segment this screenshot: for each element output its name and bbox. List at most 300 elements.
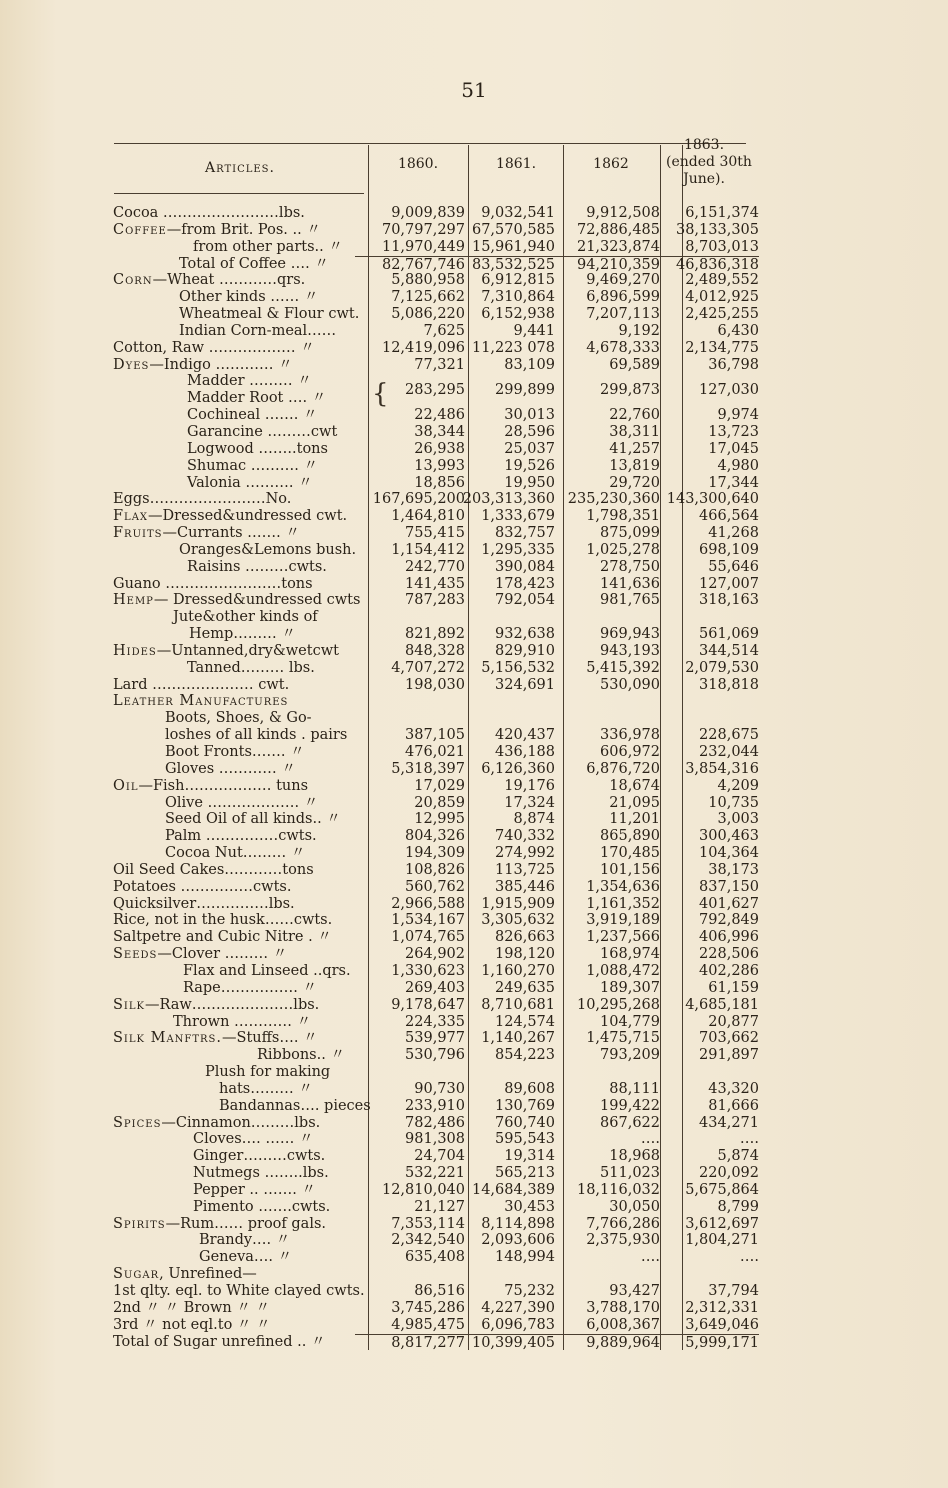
cell-1863: 10,735 [708, 794, 759, 811]
cell-1863: 220,092 [699, 1165, 759, 1182]
row-label [199, 1249, 292, 1266]
table-row [0, 626, 948, 643]
cell-1861: 6,096,783 [481, 1316, 555, 1333]
row-label-text: —Indigo ………… 〃 [149, 356, 293, 373]
row-label [189, 626, 296, 643]
header-articles: Articles. [205, 160, 275, 176]
cell-1860: 4,707,272 [391, 659, 465, 676]
row-label-text: 3rd 〃 not eql.to 〃 〃 [113, 1316, 271, 1333]
cell-1860: 9,009,839 [391, 205, 465, 221]
cell-1862: 511,023 [600, 1165, 660, 1182]
cell-1862: 11,201 [609, 811, 660, 828]
cell-1862: 9,912,508 [586, 205, 660, 221]
cell-1861: 124,574 [495, 1013, 555, 1030]
cell-1861: 5,156,532 [481, 659, 555, 676]
row-label [113, 778, 308, 795]
cell-1860: 82,767,746 [355, 256, 465, 274]
page-number: 51 [461, 78, 487, 102]
cell-1860: 283,295 [405, 382, 465, 399]
row-label [187, 458, 318, 475]
row-label-text: Eggs……………………No. [113, 491, 292, 508]
table-row [0, 1182, 948, 1199]
table-row [0, 963, 948, 980]
cell-1860: 233,910 [405, 1097, 465, 1114]
cell-1863: 318,163 [699, 592, 759, 609]
row-label [113, 491, 291, 508]
cell-1860: 38,344 [414, 423, 465, 440]
cell-1862: …. [640, 1131, 660, 1148]
cell-1862: 867,622 [600, 1114, 660, 1131]
cell-1863: 6,430 [717, 322, 759, 339]
row-label-text: —Wheat …………qrs. [152, 272, 306, 289]
cell-1860: 848,328 [405, 642, 465, 659]
cell-1862: 72,886,485 [576, 221, 660, 238]
cell-1861: 67,570,585 [471, 221, 555, 238]
cell-1863: 792,849 [699, 912, 759, 929]
row-category: Silk Manftrs. [113, 1030, 223, 1047]
table-row [0, 222, 948, 239]
cell-1860: 530,796 [405, 1047, 465, 1064]
cell-1862: 875,099 [600, 525, 660, 542]
row-label-text: —Untanned,dry&wetcwt [156, 642, 339, 659]
row-label-text: Brandy…. 〃 [199, 1232, 291, 1249]
row-label [113, 896, 295, 913]
row-label [113, 677, 289, 694]
cell-1863: 228,675 [699, 727, 759, 744]
table-row [0, 1199, 948, 1216]
cell-1861: 6,126,360 [481, 760, 555, 777]
row-label [183, 980, 317, 997]
cell-1861: 1,295,335 [481, 541, 555, 558]
cell-1863: 561,069 [699, 626, 759, 643]
row-label-text: Rape……………. 〃 [183, 979, 317, 996]
table-row [0, 1249, 948, 1266]
row-category: Sugar [113, 1266, 160, 1283]
row-label-text: Boot Fronts……. 〃 [165, 744, 305, 760]
cell-1861: 792,054 [495, 592, 555, 609]
row-label-text: Cochineal ……. 〃 [187, 407, 318, 424]
cell-1860: 24,704 [414, 1148, 465, 1165]
row-label-text: —Clover ……… 〃 [157, 946, 288, 963]
cell-1860: 70,797,297 [381, 221, 465, 238]
cell-1862: 168,974 [600, 946, 660, 963]
cell-1862: 6,008,367 [586, 1316, 660, 1333]
cell-1862: 3,919,189 [586, 912, 660, 929]
row-label-text: 1st qlty. eql. to White clayed cwts. [113, 1283, 365, 1299]
row-category: Oil [113, 777, 139, 794]
cell-1863: 17,045 [708, 440, 759, 457]
row-label-text: —Stuffs…. 〃 [222, 1030, 318, 1047]
cell-1861: 760,740 [495, 1114, 555, 1131]
cell-1862: 21,095 [609, 794, 660, 811]
cell-1860: 476,021 [405, 744, 465, 760]
cell-1863: 2,079,530 [685, 659, 759, 676]
row-category: Seeds [113, 946, 158, 963]
cell-1862: 101,156 [600, 861, 660, 878]
cell-1860: 269,403 [405, 979, 465, 996]
cell-1862: 793,209 [600, 1047, 660, 1064]
cell-1861: 1,140,267 [481, 1030, 555, 1047]
cell-1860: 242,770 [405, 558, 465, 575]
cell-1863: 46,836,318 [649, 256, 759, 274]
cell-1863: 698,109 [699, 541, 759, 558]
row-label-text: Raisins ………cwts. [187, 558, 327, 575]
row-category: Corn [113, 272, 153, 289]
cell-1862: 278,750 [600, 558, 660, 575]
table-row [0, 980, 948, 997]
row-category: Coffee [113, 221, 167, 238]
row-label [183, 963, 351, 980]
row-label-text: Jute&other kinds of [173, 609, 318, 626]
row-label [179, 323, 336, 340]
row-label [113, 508, 347, 525]
table-row [0, 491, 948, 508]
row-label-text: Garancine ………cwt [187, 423, 338, 440]
row-label-text: Madder ……… 〃 [187, 373, 312, 390]
row-label [165, 727, 347, 744]
cell-1862: 5,415,392 [586, 659, 660, 676]
row-label [113, 1334, 325, 1351]
row-label [113, 576, 313, 593]
cell-1862: 94,210,359 [550, 256, 660, 274]
cell-1860: 635,408 [405, 1249, 465, 1266]
cell-1863: 1,804,271 [685, 1232, 759, 1249]
table-row [0, 879, 948, 896]
table-row [0, 1165, 948, 1182]
table-top-rule [114, 143, 746, 144]
cell-1862: …. [640, 1249, 660, 1266]
row-label-text: Cocoa Nut……… 〃 [165, 845, 306, 862]
cell-1862: 606,972 [600, 744, 660, 760]
row-category: Fruits [113, 525, 163, 542]
row-label-text: — Dressed&undressed cwts [153, 592, 361, 609]
table-row [0, 1098, 948, 1115]
table-row [0, 710, 948, 727]
row-label-text: Olive ………………. 〃 [165, 794, 319, 811]
header-1860: 1860. [397, 156, 439, 172]
row-label-text: Potatoes ……………cwts. [113, 878, 292, 895]
cell-1862: 29,720 [609, 474, 660, 491]
cell-1863: 466,564 [699, 508, 759, 525]
row-label [113, 1115, 320, 1132]
cell-1862: 18,116,032 [576, 1181, 660, 1198]
cell-1860: 21,127 [414, 1198, 465, 1215]
table-row [0, 576, 948, 593]
madder-bracket: { [372, 379, 389, 409]
row-label-text: Guano ……………………tons [113, 575, 313, 592]
cell-1861: 198,120 [495, 946, 555, 963]
header-1863-line3: June). [683, 171, 725, 187]
cell-1862: 1,354,636 [586, 878, 660, 895]
cell-1861: 130,769 [495, 1097, 555, 1114]
table-body [0, 205, 948, 1350]
cell-1862: 170,485 [600, 845, 660, 862]
cell-1863: 228,506 [699, 946, 759, 963]
cell-1863: 127,007 [699, 575, 759, 592]
table-row [0, 862, 948, 879]
row-label-text: Saltpetre and Cubic Nitre . 〃 [113, 929, 332, 946]
cell-1861: 9,032,541 [481, 205, 555, 221]
row-label-text: Madder Root …. 〃 [187, 390, 327, 407]
cell-1862: 7,207,113 [586, 306, 660, 323]
row-label-text: Bandannas…. pieces [219, 1097, 371, 1114]
row-label [193, 1199, 330, 1216]
cell-1861: 75,232 [504, 1283, 555, 1299]
cell-1861: 390,084 [495, 558, 555, 575]
cell-1861: 11,223 078 [471, 339, 555, 356]
table-row [0, 946, 948, 963]
row-label-text: Shumac ………. 〃 [187, 457, 318, 474]
table-row [0, 508, 948, 525]
table-row [0, 441, 948, 458]
table-row [0, 542, 948, 559]
row-label [165, 761, 296, 778]
cell-1861: 565,213 [495, 1165, 555, 1182]
table-row [0, 559, 948, 576]
cell-1863: 318,818 [699, 676, 759, 693]
cell-1861: 8,874 [513, 811, 555, 828]
cell-1862: 1,798,351 [586, 508, 660, 525]
cell-1862: 943,193 [600, 642, 660, 659]
table-row [0, 727, 948, 744]
row-label [179, 289, 318, 306]
cell-1863: 43,320 [708, 1080, 759, 1097]
cell-1861: 17,324 [504, 794, 555, 811]
row-label-text: Oranges&Lemons bush. [179, 541, 357, 558]
row-category: Dyes [113, 356, 150, 373]
cell-1860: 804,326 [405, 828, 465, 845]
row-label-text: Thrown ………… 〃 [173, 1013, 312, 1030]
cell-1860: 86,516 [414, 1283, 465, 1299]
cell-1860: 4,985,475 [391, 1316, 465, 1333]
row-label-text: —Cinnamon………lbs. [161, 1114, 321, 1131]
row-label [165, 710, 312, 727]
row-category: Hides [113, 642, 157, 659]
row-label-text: Quicksilver……………lbs. [113, 895, 295, 912]
cell-1863: 2,134,775 [685, 339, 759, 356]
row-label [113, 929, 332, 946]
table-row [0, 929, 948, 946]
cell-1861: 19,950 [504, 474, 555, 491]
cell-1861: 28,596 [504, 423, 555, 440]
table-row [0, 1216, 948, 1233]
cell-1862: 1,025,278 [586, 541, 660, 558]
cell-1860: 539,977 [405, 1030, 465, 1047]
cell-1861: 19,526 [504, 457, 555, 474]
cell-1862: 2,375,930 [586, 1232, 660, 1249]
cell-1861: 7,310,864 [481, 289, 555, 306]
row-label-text: Valonia ………. 〃 [187, 474, 313, 491]
row-label [179, 306, 359, 323]
cell-1860: 22,486 [414, 407, 465, 424]
cell-1861: 832,757 [495, 525, 555, 542]
row-label-text: —from Brit. Pos. .. 〃 [166, 221, 321, 238]
row-label [113, 222, 321, 239]
cell-1862: 93,427 [609, 1283, 660, 1299]
cell-1863: 37,794 [708, 1283, 759, 1299]
cell-1860: 7,125,662 [391, 289, 465, 306]
row-label [113, 1216, 326, 1233]
table-row [0, 609, 948, 626]
table-row [0, 1148, 948, 1165]
row-label-text: 2nd 〃 〃 Brown 〃 〃 [113, 1299, 270, 1316]
cell-1861: 3,305,632 [481, 912, 555, 929]
row-label-text: loshes of all kinds . pairs [165, 727, 348, 744]
cell-1861: 324,691 [495, 676, 555, 693]
row-category: Hemp [113, 592, 154, 609]
cell-1861: 19,176 [504, 777, 555, 794]
table-row [0, 1334, 948, 1351]
row-label [113, 879, 291, 896]
row-category: Spices [113, 1114, 162, 1131]
cell-1861: 30,013 [504, 407, 555, 424]
cell-1863: 5,675,864 [685, 1181, 759, 1198]
cell-1863: 5,999,171 [649, 1334, 759, 1352]
cell-1862: 865,890 [600, 828, 660, 845]
row-label [113, 862, 314, 879]
cell-1862: 69,589 [609, 356, 660, 373]
row-label-text: Cocoa ……………………lbs. [113, 205, 305, 221]
row-label-text: Nutmegs ……..lbs. [193, 1165, 329, 1182]
cell-1863: 17,344 [708, 474, 759, 491]
cell-1860: 560,762 [405, 878, 465, 895]
cell-1861: 8,710,681 [481, 996, 555, 1013]
row-label-text: hats……… 〃 [219, 1080, 313, 1097]
cell-1862: 88,111 [609, 1080, 660, 1097]
table-row [0, 1283, 948, 1300]
row-label [187, 424, 337, 441]
cell-1860: 5,880,958 [391, 272, 465, 289]
cell-1863: 104,364 [699, 845, 759, 862]
table-row [0, 272, 948, 289]
table-row [0, 407, 948, 424]
row-label-text: Palm ……………cwts. [165, 828, 317, 845]
table-row [0, 239, 948, 256]
row-label-text: Indian Corn-meal…… [179, 322, 337, 339]
row-label-text: Rice, not in the husk……cwts. [113, 912, 333, 929]
cell-1862: 9,469,270 [586, 272, 660, 289]
cell-1860: 198,030 [405, 676, 465, 693]
cell-1862: 1,237,566 [586, 929, 660, 946]
cell-1863: 9,974 [717, 407, 759, 424]
cell-1862: 10,295,268 [576, 996, 660, 1013]
row-label-text: Ginger………cwts. [193, 1148, 326, 1165]
row-label [187, 441, 328, 458]
cell-1863: 837,150 [699, 878, 759, 895]
cell-1863: 3,649,046 [685, 1316, 759, 1333]
row-label [187, 407, 317, 424]
row-label [113, 272, 305, 289]
cell-1860: 26,938 [414, 440, 465, 457]
row-label-text: Other kinds …… 〃 [179, 289, 319, 306]
cell-1861: 932,638 [495, 626, 555, 643]
row-label [193, 1131, 314, 1148]
table-row [0, 289, 948, 306]
cell-1863: 2,489,552 [685, 272, 759, 289]
table-row [0, 677, 948, 694]
cell-1860: 5,086,220 [391, 306, 465, 323]
row-label [187, 559, 327, 576]
cell-1863: 36,798 [708, 356, 759, 373]
cell-1863: 61,159 [708, 979, 759, 996]
cell-1860: 7,625 [423, 322, 465, 339]
table-row [0, 323, 948, 340]
cell-1861: 8,114,898 [481, 1215, 555, 1232]
row-label-text: Tanned……… lbs. [187, 659, 315, 676]
table-row [0, 1266, 948, 1283]
cell-1861: 15,961,940 [471, 238, 555, 255]
cell-1861: 436,188 [495, 744, 555, 760]
cell-1862: 189,307 [600, 979, 660, 996]
row-label [257, 1047, 345, 1064]
cell-1861: 10,399,405 [445, 1334, 555, 1352]
row-label [113, 592, 360, 609]
cell-1863: 55,646 [708, 558, 759, 575]
table-row [0, 744, 948, 761]
cell-1862: 18,674 [609, 777, 660, 794]
cell-1861: 385,446 [495, 878, 555, 895]
table-row [0, 997, 948, 1014]
cell-1862: 336,978 [600, 727, 660, 744]
table-row [0, 1232, 948, 1249]
cell-1860: 194,309 [405, 845, 465, 862]
table-row [0, 1014, 948, 1031]
header-1861: 1861. [495, 156, 537, 172]
cell-1863: 3,003 [717, 811, 759, 828]
cell-1860: 1,464,810 [391, 508, 465, 525]
cell-1863: 13,723 [708, 423, 759, 440]
cell-1861: 9,441 [513, 322, 555, 339]
cell-1862: 235,230,360 [567, 491, 660, 508]
row-label-text: Total of Coffee …. 〃 [179, 255, 329, 272]
table-row [0, 761, 948, 778]
row-category: Leather Manufactures [113, 693, 289, 710]
cell-1860: 1,154,412 [391, 541, 465, 558]
cell-1860: 821,892 [405, 626, 465, 643]
row-label [187, 660, 315, 677]
table-row [0, 778, 948, 795]
table-row [0, 1081, 948, 1098]
table-row [0, 912, 948, 929]
row-label [165, 795, 318, 812]
table-row [0, 795, 948, 812]
table-row [0, 896, 948, 913]
row-label [113, 693, 288, 710]
row-label [173, 1014, 311, 1031]
cell-1860: 1,330,623 [391, 962, 465, 979]
cell-1862: 21,323,874 [576, 238, 660, 255]
header-rule [114, 193, 364, 194]
cell-1863: 2,312,331 [685, 1299, 759, 1316]
cell-1863: …. [739, 1131, 759, 1148]
cell-1862: 981,765 [600, 592, 660, 609]
cell-1863: 38,133,305 [675, 221, 759, 238]
cell-1862: 1,475,715 [586, 1030, 660, 1047]
row-category: Flax [113, 508, 149, 525]
table-row [0, 357, 948, 374]
cell-1860: 9,178,647 [391, 996, 465, 1013]
row-label-text: —Raw…………………lbs. [145, 996, 320, 1013]
cell-1863: 402,286 [699, 962, 759, 979]
cell-1863: 38,173 [708, 861, 759, 878]
cell-1861: 299,899 [495, 382, 555, 399]
cell-1863: 143,300,640 [666, 491, 759, 508]
row-label [165, 845, 305, 862]
row-label [219, 1098, 371, 1115]
cell-1863: 8,799 [717, 1198, 759, 1215]
row-label-text: —Rum…… proof gals. [165, 1215, 327, 1232]
cell-1862: 530,090 [600, 676, 660, 693]
